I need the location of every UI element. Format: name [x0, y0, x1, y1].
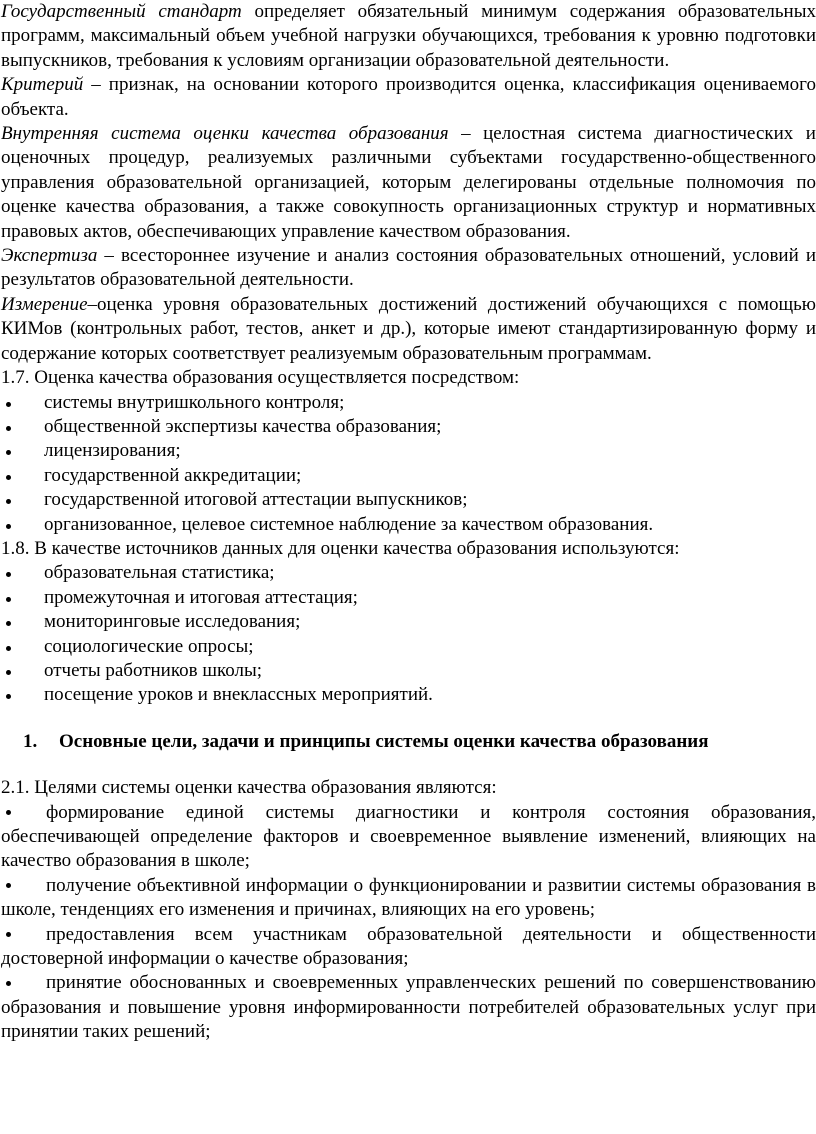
definition-text: определяет обязательный минимум содержания образовательных программ, максимальный объем учебной нагрузки обучающихся, требования к уровню подготовки выпускников, требования к условиям организации образовательной деятельности. — [1, 1, 816, 71]
definition-text: – признак, на основании которого производится оценка, классификация оцениваемого объекта. — [1, 74, 816, 120]
definition-term: Измерение — [1, 293, 88, 315]
definition-term: Внутренняя система оценки качества образования — [1, 123, 449, 145]
list-item: государственной аккредитации; — [1, 464, 816, 488]
list-item: отчеты работников школы; — [1, 659, 816, 683]
list-item: общественной экспертизы качества образования; — [1, 415, 816, 439]
definition-term: Экспертиза — [1, 245, 98, 267]
section-1-8-list — [1, 561, 816, 707]
heading-title: Основные цели, задачи и принципы системы оценки качества образования — [59, 730, 709, 752]
list-item: промежуточная и итоговая аттестация; — [1, 586, 816, 610]
section-2-1-list — [1, 801, 816, 1045]
list-item: системы внутришкольного контроля; — [1, 391, 816, 415]
list-item: лицензирования; — [1, 439, 816, 463]
list-item: организованное, целевое системное наблюдение за качеством образования. — [1, 513, 816, 537]
list-item — [1, 801, 816, 874]
list-item: социологические опросы; — [1, 635, 816, 659]
list-item: посещение уроков и внеклассных мероприятий. — [1, 683, 816, 707]
definitions — [1, 0, 816, 366]
list-item — [1, 923, 816, 972]
section-1-7-intro: 1.7. Оценка качества образования осуществляется посредством: — [1, 367, 520, 389]
bullet-icon — [6, 883, 11, 888]
list-item — [1, 971, 816, 1044]
definition-text: –оценка уровня образовательных достижений достижений обучающихся с помощью КИМов (контрольных работ, тестов, анкет и др.), которые имеют стандартизированную форму и содержание которых соответствует реализуемым образовательным программам. — [1, 293, 816, 364]
definition-state-standard — [1, 0, 816, 73]
definition-internal-system — [1, 122, 816, 244]
list-item-text: предоставления всем участникам образовательной деятельности и общественности достоверной информации о качестве образования; — [1, 923, 816, 970]
section-2-1-intro: 2.1. Целями системы оценки качества образования являются: — [1, 777, 497, 799]
definition-term: Государственный стандарт — [1, 1, 242, 22]
definition-expertise — [1, 244, 816, 293]
definition-term: Критерий — [1, 74, 84, 96]
bullet-icon — [6, 932, 11, 937]
definition-text: – целостная система диагностических и оценочных процедур, реализуемых различными субъектами государственно-общественного управления образовательной организацией, которым делегированы отдельные полномочия по оценке качества образования, а также совокупность организационных структур и нормативных правовых актов, обеспечивающих управление качеством образования. — [1, 123, 816, 242]
list-item: мониторинговые исследования; — [1, 610, 816, 634]
definition-text: – всестороннее изучение и анализ состояния образовательных отношений, условий и результатов образовательной деятельности. — [1, 245, 816, 291]
list-item-text: получение объективной информации о функционировании и развитии системы образования в школе, тенденциях его изменения и причинах, влияющих на его уровень; — [1, 874, 816, 921]
section-heading — [1, 730, 816, 754]
section-1-7-list — [1, 391, 816, 537]
section-1-8-intro: 1.8. В качестве источников данных для оценки качества образования используются: — [1, 537, 680, 559]
bullet-icon — [6, 981, 11, 986]
list-item: образовательная статистика; — [1, 561, 816, 585]
heading-number: 1. — [23, 730, 38, 752]
list-item-text: принятие обоснованных и своевременных управленческих решений по совершенствованию образования и повышение уровня информированности потребителей образовательных услуг при принятии таких решений; — [1, 972, 816, 1043]
list-item — [1, 874, 816, 923]
bullet-icon — [6, 810, 11, 815]
definition-criterion — [1, 73, 816, 122]
list-item: государственной итоговой аттестации выпускников; — [1, 488, 816, 512]
definition-measurement — [1, 293, 816, 366]
list-item-text: формирование единой системы диагностики и контроля состояния образования, обеспечивающей определение факторов и своевременное выявление изменений, влияющих на качество образования в школе; — [1, 801, 816, 872]
